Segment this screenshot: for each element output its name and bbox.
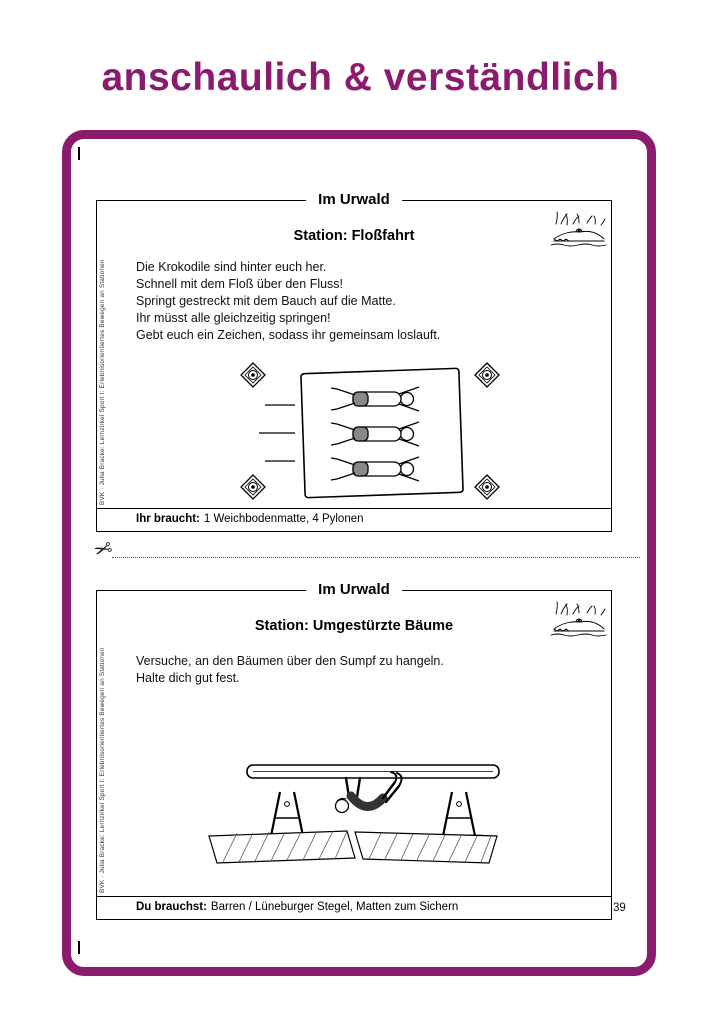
cut-line	[112, 557, 640, 558]
materials-label: Ihr braucht:	[136, 513, 200, 525]
materials-bar	[97, 508, 611, 531]
instruction-text	[136, 653, 593, 687]
materials-label: Du brauchst:	[136, 901, 207, 913]
instruction-line: Ihr müsst alle gleichzeitig springen!	[136, 311, 331, 325]
instruction-line: Die Krokodile sind hinter euch her.	[136, 260, 327, 274]
instruction-line: Gebt euch ein Zeichen, sodass ihr gemeinsam loslauft.	[136, 328, 441, 342]
scissors-icon: ✂	[90, 534, 116, 565]
registration-mark-top	[78, 147, 80, 160]
publisher-imprint: BVK · Julia Bracke: Lernzirkel Sport I: Erlebnisorientiertes Bewegen an Stationen	[99, 259, 106, 505]
worksheet-card-flossfahrt	[96, 191, 612, 532]
crocodile-icon	[547, 209, 611, 255]
card-header-label: Im Urwald	[306, 191, 402, 208]
materials-text: 1 Weichbodenmatte, 4 Pylonen	[203, 513, 364, 525]
instruction-line: Versuche, an den Bäumen über den Sumpf zu hangeln.	[136, 654, 444, 668]
materials-bar	[97, 896, 611, 919]
barren-hanging-illustration	[97, 736, 611, 876]
worksheet-card-umgestuerzte-baeume	[96, 581, 612, 920]
crocodile-icon	[547, 599, 611, 645]
instruction-line: Schnell mit dem Floß über den Fluss!	[136, 277, 344, 291]
publisher-imprint: BVK · Julia Bracke: Lernzirkel Sport I: Erlebnisorientiertes Bewegen an Stationen	[99, 647, 106, 893]
instruction-text	[136, 259, 593, 344]
station-title: Station: Umgestürzte Bäume	[254, 618, 454, 634]
page-number: 39	[613, 902, 626, 914]
station-title: Station: Floßfahrt	[293, 228, 415, 244]
page-title: anschaulich & verständlich	[101, 56, 620, 99]
materials-text: Barren / Lüneburger Stegel, Matten zum Sichern	[210, 901, 459, 913]
instruction-line: Springt gestreckt mit dem Bauch auf die Matte.	[136, 294, 396, 308]
registration-mark-bottom	[78, 941, 80, 954]
instruction-line: Halte dich gut fest.	[136, 671, 240, 685]
mat-jump-illustration	[97, 353, 611, 501]
card-header-label: Im Urwald	[306, 581, 402, 598]
